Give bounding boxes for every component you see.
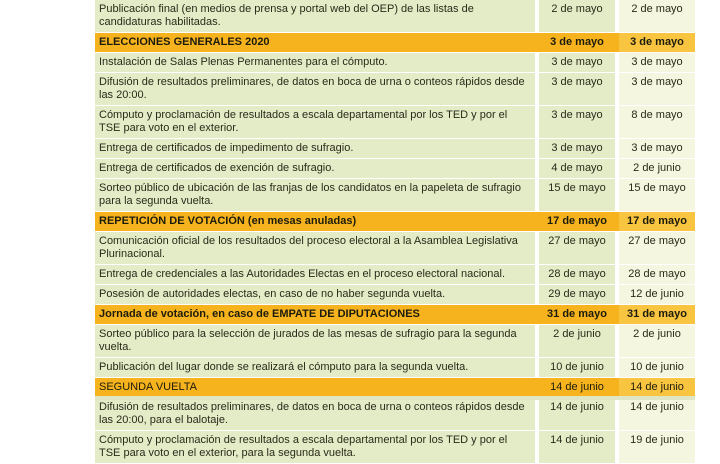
election-calendar-table-region xyxy=(95,0,695,459)
section-title: SEGUNDA VUELTA xyxy=(95,378,535,398)
activity-description: Sorteo público para la selección de jurados de las mesas de sufragio para la segunda vuelta. xyxy=(95,325,535,358)
end-date: 3 de mayo xyxy=(619,139,695,159)
table-row xyxy=(95,73,695,106)
activity-description: Cómputo y proclamación de resultados a escala departamental por los TED y por el TSE para voto en el exterior, para la segunda vuelta. xyxy=(95,431,535,464)
end-date: 27 de mayo xyxy=(619,232,695,265)
end-date: 3 de mayo xyxy=(619,53,695,73)
section-header-row xyxy=(95,212,695,232)
activity-description: Instalación de Salas Plenas Permanentes para el cómputo. xyxy=(95,53,535,73)
start-date: 17 de mayo xyxy=(539,212,615,232)
end-date: 10 de junio xyxy=(619,358,695,378)
end-date: 8 de mayo xyxy=(619,106,695,139)
start-date: 3 de mayo xyxy=(539,139,615,159)
start-date: 29 de mayo xyxy=(539,285,615,305)
section-title: ELECCIONES GENERALES 2020 xyxy=(95,33,535,53)
table-row xyxy=(95,139,695,159)
activity-description: Entrega de certificados de impedimento de sufragio. xyxy=(95,139,535,159)
start-date: 3 de mayo xyxy=(539,53,615,73)
end-date: 14 de junio xyxy=(619,378,695,398)
activity-description: Difusión de resultados preliminares, de datos en boca de urna o conteos rápidos desde las 20:00, para el balotaje. xyxy=(95,398,535,431)
start-date: 3 de mayo xyxy=(539,106,615,139)
end-date: 31 de mayo xyxy=(619,305,695,325)
table-row xyxy=(95,431,695,464)
activity-description: Sorteo público de ubicación de las franjas de los candidatos en la papeleta de sufragio para la segunda vuelta. xyxy=(95,179,535,212)
start-date: 4 de mayo xyxy=(539,159,615,179)
end-date: 2 de junio xyxy=(619,159,695,179)
end-date: 28 de mayo xyxy=(619,265,695,285)
end-date: 17 de mayo xyxy=(619,212,695,232)
start-date: 3 de mayo xyxy=(539,33,615,53)
start-date: 2 de mayo xyxy=(539,0,615,33)
table-row xyxy=(95,285,695,305)
activity-description: Publicación del lugar donde se realizará el cómputo para la segunda vuelta. xyxy=(95,358,535,378)
end-date: 12 de junio xyxy=(619,285,695,305)
start-date: 31 de mayo xyxy=(539,305,615,325)
section-header-row xyxy=(95,33,695,53)
start-date: 14 de junio xyxy=(539,431,615,464)
start-date: 28 de mayo xyxy=(539,265,615,285)
activity-description: Cómputo y proclamación de resultados a escala departamental por los TED y por el TSE para voto en el exterior. xyxy=(95,106,535,139)
table-row xyxy=(95,159,695,179)
election-calendar-table xyxy=(95,0,695,464)
start-date: 15 de mayo xyxy=(539,179,615,212)
table-row xyxy=(95,265,695,285)
end-date: 3 de mayo xyxy=(619,73,695,106)
start-date: 14 de junio xyxy=(539,378,615,398)
end-date: 19 de junio xyxy=(619,431,695,464)
activity-description: Posesión de autoridades electas, en caso de no haber segunda vuelta. xyxy=(95,285,535,305)
activity-description: Entrega de credenciales a las Autoridades Electas en el proceso electoral nacional. xyxy=(95,265,535,285)
table-row xyxy=(95,179,695,212)
activity-description: Publicación final (en medios de prensa y portal web del OEP) de las listas de candidaturas habilitadas. xyxy=(95,0,535,33)
activity-description: Entrega de certificados de exención de sufragio. xyxy=(95,159,535,179)
end-date: 2 de mayo xyxy=(619,0,695,33)
start-date: 14 de junio xyxy=(539,398,615,431)
end-date: 2 de junio xyxy=(619,325,695,358)
end-date: 3 de mayo xyxy=(619,33,695,53)
end-date: 15 de mayo xyxy=(619,179,695,212)
start-date: 27 de mayo xyxy=(539,232,615,265)
partially-visible-row xyxy=(95,396,695,400)
calendar-rows xyxy=(95,0,695,464)
end-date: 14 de junio xyxy=(619,398,695,431)
section-header-row xyxy=(95,305,695,325)
activity-description: Difusión de resultados preliminares, de datos en boca de urna o conteos rápidos desde las 20:00. xyxy=(95,73,535,106)
table-row xyxy=(95,53,695,73)
section-title: REPETICIÓN DE VOTACIÓN (en mesas anuladas) xyxy=(95,212,535,232)
start-date: 2 de junio xyxy=(539,325,615,358)
table-row xyxy=(95,232,695,265)
activity-description: Comunicación oficial de los resultados del proceso electoral a la Asamblea Legislativa Plurinacional. xyxy=(95,232,535,265)
table-row xyxy=(95,358,695,378)
start-date: 10 de junio xyxy=(539,358,615,378)
start-date: 3 de mayo xyxy=(539,73,615,106)
table-row xyxy=(95,0,695,33)
section-header-row xyxy=(95,378,695,398)
section-title: Jornada de votación, en caso de EMPATE DE DIPUTACIONES xyxy=(95,305,535,325)
table-row xyxy=(95,325,695,358)
table-row xyxy=(95,398,695,431)
table-row xyxy=(95,106,695,139)
